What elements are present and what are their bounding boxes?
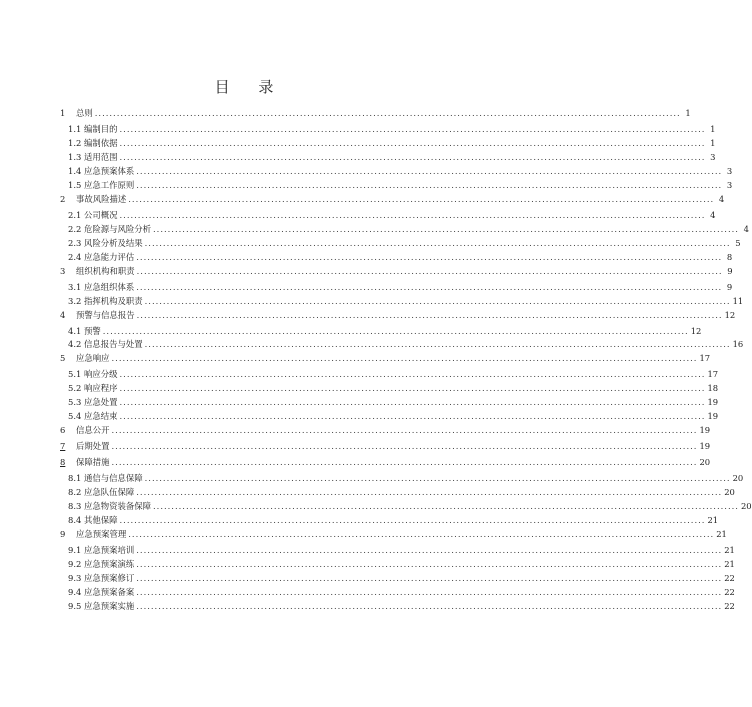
toc-section-entry[interactable] <box>60 572 735 583</box>
dot-leader: ................................................................................................................................................................ <box>119 383 706 394</box>
toc-chapter-entry[interactable] <box>60 425 711 436</box>
toc-entry-title: 信息报告与处置 <box>84 339 143 350</box>
page-title: 目 录 <box>214 78 286 96</box>
toc-section-entry[interactable] <box>60 515 719 526</box>
toc-page-number: 19 <box>707 397 719 408</box>
toc-entry-number: 2.3 <box>68 237 82 248</box>
toc-entry-number: 9.4 <box>68 586 82 597</box>
toc-page-number: 3 <box>710 151 716 162</box>
toc-page-number: 20 <box>740 501 752 512</box>
toc-entry-title: 应急响应 <box>76 353 110 364</box>
toc-section-entry[interactable] <box>60 586 735 597</box>
toc-page-number: 21 <box>707 515 719 526</box>
toc-page-number: 9 <box>726 281 733 292</box>
toc-page-number: 11 <box>732 295 744 306</box>
toc-entry-number: 9.2 <box>68 559 82 569</box>
toc-page-number: 21 <box>724 559 735 569</box>
dot-leader: ................................................................................................................................................................ <box>136 586 723 597</box>
toc-page-number: 17 <box>707 369 719 380</box>
dot-leader: ................................................................................................................................................................ <box>136 600 723 611</box>
toc-entry-number: 7 <box>60 441 66 452</box>
toc-page-number: 8 <box>726 251 733 262</box>
toc-section-entry[interactable] <box>60 281 733 292</box>
toc-entry-title: 应急处置 <box>84 397 118 408</box>
toc-entry-title: 信息公开 <box>76 425 110 436</box>
toc-entry-title: 响应程序 <box>84 383 118 394</box>
toc-section-entry[interactable] <box>60 545 735 556</box>
toc-page-number: 4 <box>710 209 716 220</box>
toc-section-entry[interactable] <box>60 339 744 350</box>
toc-section-entry[interactable] <box>60 223 749 234</box>
toc-page-number: 4 <box>718 193 725 204</box>
toc-entry-number: 4.2 <box>68 339 82 350</box>
dot-leader: ................................................................................................................................................................ <box>119 369 706 380</box>
dot-leader: ................................................................................................................................................................ <box>111 425 698 436</box>
toc-entry-title: 危险源与风险分析 <box>84 223 151 234</box>
toc-entry-title: 应急能力评估 <box>84 251 135 262</box>
toc-entry-number: 1.4 <box>68 165 82 176</box>
toc-entry-number: 8.2 <box>68 487 82 498</box>
toc-entry-number: 6 <box>60 425 66 436</box>
dot-leader: ................................................................................................................................................................ <box>128 529 715 540</box>
toc-section-entry[interactable] <box>60 325 702 336</box>
toc-section-entry[interactable] <box>60 237 741 248</box>
toc-entry-title: 应急预案修订 <box>84 572 135 583</box>
dot-leader: ................................................................................................................................................................ <box>94 108 681 118</box>
dot-leader: ................................................................................................................................................................ <box>144 237 731 248</box>
toc-entry-number: 8 <box>60 457 66 468</box>
toc-section-entry[interactable] <box>60 487 735 498</box>
dot-leader: ................................................................................................................................................................ <box>136 165 723 176</box>
toc-entry-number: 1.5 <box>68 179 82 190</box>
toc-entry-number: 1.3 <box>68 151 82 162</box>
dot-leader: ................................................................................................................................................................ <box>136 251 723 262</box>
toc-page-number: 12 <box>690 325 702 336</box>
toc-page-number: 21 <box>716 529 727 540</box>
dot-leader: ................................................................................................................................................................ <box>136 572 723 583</box>
dot-leader: ................................................................................................................................................................ <box>119 411 706 422</box>
dot-leader: ................................................................................................................................................................ <box>153 501 739 512</box>
toc-entry-number: 4 <box>60 309 66 320</box>
toc-section-entry[interactable] <box>60 369 719 380</box>
dot-leader: ................................................................................................................................................................ <box>111 457 698 468</box>
toc-page-number: 5 <box>735 237 741 248</box>
toc-page-number: 22 <box>724 600 735 611</box>
toc-section-entry[interactable] <box>60 251 733 262</box>
dot-leader: ................................................................................................................................................................ <box>144 339 731 350</box>
toc-entry-number: 2.2 <box>68 223 82 234</box>
toc-entry-number: 1.2 <box>68 137 82 148</box>
toc-entry-number: 1.1 <box>68 124 82 134</box>
toc-section-entry[interactable] <box>60 397 719 408</box>
dot-leader: ................................................................................................................................................................ <box>136 265 723 276</box>
toc-entry-number: 8.1 <box>68 473 82 484</box>
toc-page-number: 1 <box>685 108 691 118</box>
dot-leader: ................................................................................................................................................................ <box>136 179 723 190</box>
toc-section-entry[interactable] <box>60 209 716 220</box>
toc-section-entry[interactable] <box>60 383 719 394</box>
toc-entry-title: 应急队伍保障 <box>84 487 135 498</box>
dot-leader: ................................................................................................................................................................ <box>136 545 723 556</box>
toc-entry-title: 应急预案实施 <box>84 600 135 611</box>
toc-entry-number: 3.2 <box>68 295 82 306</box>
toc-entry-title: 应急预案培训 <box>84 545 135 556</box>
toc-section-entry[interactable] <box>60 501 752 512</box>
toc-page-number: 17 <box>699 353 711 364</box>
toc-entry-title: 适用范围 <box>84 151 118 162</box>
toc-entry-title: 应急结束 <box>84 411 118 422</box>
toc-entry-title: 预警与信息报告 <box>76 309 135 320</box>
toc-chapter-entry[interactable] <box>60 265 733 276</box>
toc-chapter-entry[interactable] <box>60 108 691 118</box>
toc-entry-title: 后期处置 <box>76 441 110 452</box>
toc-entry-number: 8.3 <box>68 501 82 512</box>
toc-page-number: 22 <box>724 572 735 583</box>
toc-entry-number: 1 <box>60 108 66 118</box>
toc-section-entry[interactable] <box>60 295 744 306</box>
toc-chapter-entry[interactable] <box>60 193 725 204</box>
toc-entry-title: 其他保障 <box>84 515 118 526</box>
dot-leader: ................................................................................................................................................................ <box>144 473 731 484</box>
dot-leader: ................................................................................................................................................................ <box>119 151 706 162</box>
dot-leader: ................................................................................................................................................................ <box>119 397 706 408</box>
dot-leader: ................................................................................................................................................................ <box>128 193 715 204</box>
toc-entry-number: 3.1 <box>68 281 82 292</box>
toc-entry-title: 组织机构和职责 <box>76 265 135 276</box>
toc-entry-title: 应急预案备案 <box>84 586 135 597</box>
toc-chapter-entry[interactable] <box>60 529 727 540</box>
toc-chapter-entry[interactable] <box>60 441 711 452</box>
toc-entry-number: 2.4 <box>68 251 82 262</box>
dot-leader: ................................................................................................................................................................ <box>136 559 723 569</box>
dot-leader: ................................................................................................................................................................ <box>153 223 739 234</box>
dot-leader: ................................................................................................................................................................ <box>102 325 689 336</box>
toc-entry-number: 5.4 <box>68 411 82 422</box>
toc-entry-number: 9.1 <box>68 545 82 556</box>
toc-page-number: 3 <box>726 179 733 190</box>
toc-page-number: 21 <box>724 545 735 556</box>
toc-entry-title: 指挥机构及职责 <box>84 295 143 306</box>
toc-entry-title: 风险分析及结果 <box>84 237 143 248</box>
toc-entry-title: 应急工作原则 <box>84 179 135 190</box>
toc-page-number: 1 <box>710 124 716 134</box>
dot-leader: ................................................................................................................................................................ <box>111 353 698 364</box>
toc-entry-title: 公司概况 <box>84 209 118 220</box>
dot-leader: ................................................................................................................................................................ <box>136 309 723 320</box>
toc-entry-title: 应急物资装备保障 <box>84 501 151 512</box>
toc-page-number: 4 <box>743 223 749 234</box>
dot-leader: ................................................................................................................................................................ <box>136 487 723 498</box>
toc-entry-number: 8.4 <box>68 515 82 526</box>
toc-entry-number: 3 <box>60 265 66 276</box>
toc-page-number: 12 <box>724 309 736 320</box>
toc-page-number: 18 <box>707 383 719 394</box>
toc-entry-title: 预警 <box>84 325 101 336</box>
toc-section-entry[interactable] <box>60 411 719 422</box>
toc-entry-number: 4.1 <box>68 325 82 336</box>
toc-section-entry[interactable] <box>60 179 733 190</box>
toc-entry-number: 5.1 <box>68 369 82 380</box>
toc-chapter-entry[interactable] <box>60 457 711 468</box>
toc-entry-title: 应急组织体系 <box>84 281 135 292</box>
toc-section-entry[interactable] <box>60 151 716 162</box>
toc-entry-number: 9.5 <box>68 600 82 611</box>
toc-page-number: 20 <box>699 457 711 468</box>
toc-section-entry[interactable] <box>60 165 733 176</box>
toc-entry-title: 应急预案体系 <box>84 165 135 176</box>
toc-page-number: 19 <box>699 425 711 436</box>
toc-page-number: 3 <box>726 165 733 176</box>
toc-section-entry[interactable] <box>60 600 735 611</box>
toc-entry-title: 通信与信息保障 <box>84 473 143 484</box>
toc-page-number: 20 <box>732 473 744 484</box>
toc-entry-title: 应急预案管理 <box>76 529 127 540</box>
toc-entry-title: 保障措施 <box>76 457 110 468</box>
toc-section-entry[interactable] <box>60 137 716 148</box>
toc-page-number: 19 <box>699 441 711 452</box>
toc-section-entry[interactable] <box>60 559 735 569</box>
dot-leader: ................................................................................................................................................................ <box>119 137 706 148</box>
toc-page-number: 19 <box>707 411 719 422</box>
toc-entry-title: 编制目的 <box>84 124 118 134</box>
toc-page-number: 22 <box>724 586 735 597</box>
dot-leader: ................................................................................................................................................................ <box>119 124 706 134</box>
dot-leader: ................................................................................................................................................................ <box>111 441 698 452</box>
dot-leader: ................................................................................................................................................................ <box>119 209 706 220</box>
toc-page-number: 9 <box>727 265 733 276</box>
toc-entry-number: 2.1 <box>68 209 82 220</box>
toc-entry-number: 2 <box>60 193 66 204</box>
table-of-contents <box>60 104 752 615</box>
toc-entry-number: 9 <box>60 529 66 540</box>
toc-page-number: 1 <box>710 137 716 148</box>
toc-page-number: 20 <box>724 487 735 498</box>
toc-section-entry[interactable] <box>60 473 744 484</box>
toc-entry-number: 5.3 <box>68 397 82 408</box>
toc-entry-number: 5.2 <box>68 383 82 394</box>
toc-chapter-entry[interactable] <box>60 309 736 320</box>
toc-entry-title: 总则 <box>76 108 93 118</box>
dot-leader: ................................................................................................................................................................ <box>119 515 706 526</box>
toc-entry-title: 响应分级 <box>84 369 118 380</box>
toc-section-entry[interactable] <box>60 124 716 134</box>
toc-chapter-entry[interactable] <box>60 353 711 364</box>
toc-entry-number: 5 <box>60 353 66 364</box>
dot-leader: ................................................................................................................................................................ <box>144 295 731 306</box>
toc-entry-title: 应急预案演练 <box>84 559 135 569</box>
toc-page-number: 16 <box>732 339 744 350</box>
toc-entry-number: 9.3 <box>68 572 82 583</box>
toc-entry-title: 编制依据 <box>84 137 118 148</box>
dot-leader: ................................................................................................................................................................ <box>136 281 723 292</box>
toc-entry-title: 事故风险描述 <box>76 193 127 204</box>
